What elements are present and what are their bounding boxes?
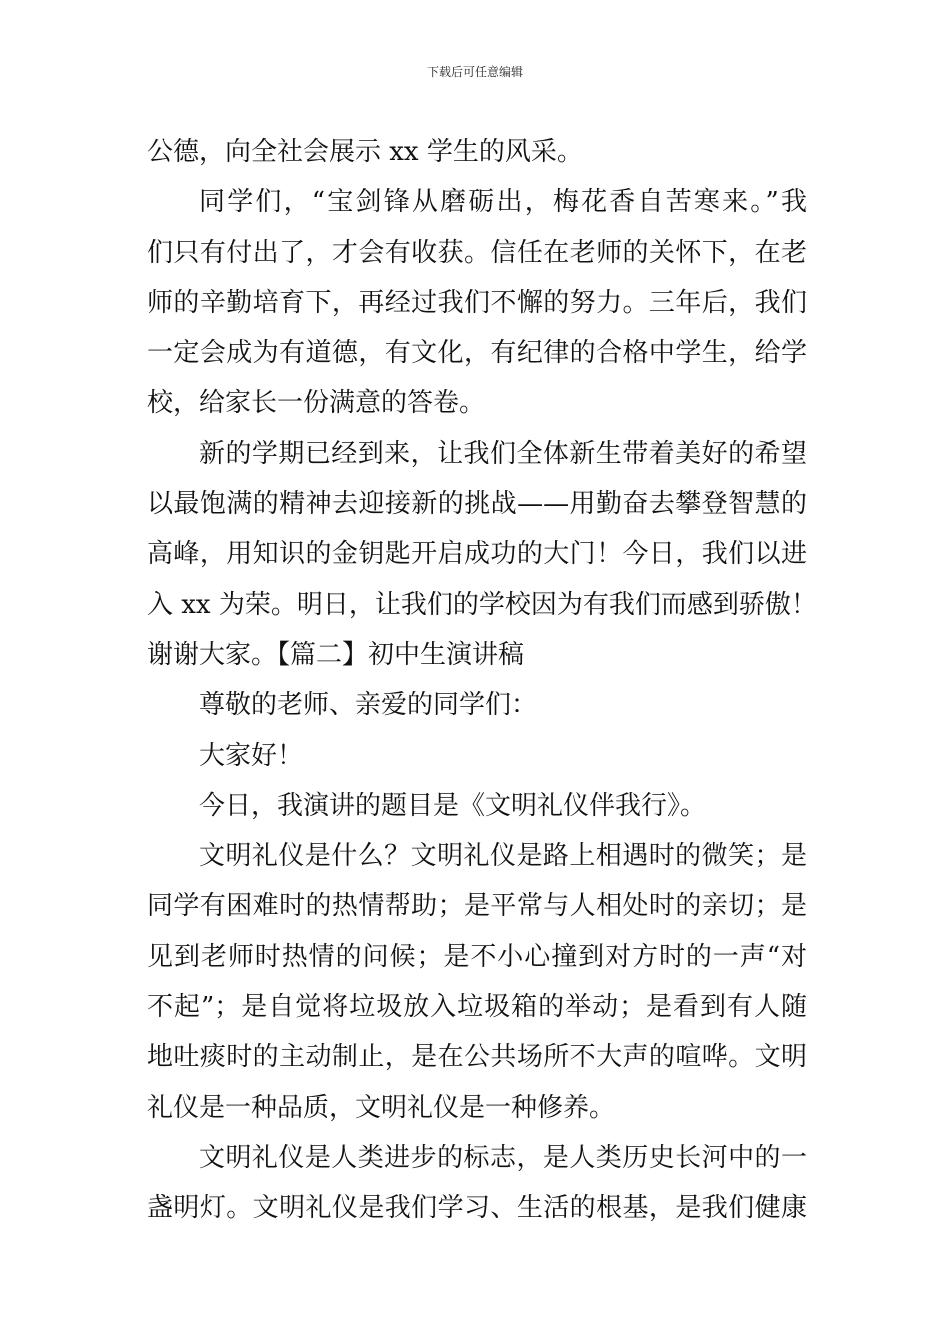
text-line: 见到老师时热情的问候；是不小心撞到对方时的一声“对 bbox=[147, 941, 807, 972]
text-line: 文明礼仪是人类进步的标志，是人类历史长河中的一 bbox=[199, 1142, 807, 1173]
text-line: 以最饱满的精神去迎接新的挑战——用勤奋去攀登智慧的 bbox=[147, 489, 807, 520]
text-line: 师的辛勤培育下，再经过我们不懈的努力。三年后，我们 bbox=[147, 287, 807, 318]
page-header: 下载后可任意编辑 bbox=[426, 65, 523, 79]
text-line: 新的学期已经到来，让我们全体新生带着美好的希望 bbox=[199, 438, 807, 469]
text-line: 尊敬的老师、亲爱的同学们： bbox=[199, 690, 538, 721]
text-line: 不起”；是自觉将垃圾放入垃圾箱的举动；是看到有人随 bbox=[147, 992, 807, 1023]
text-line: 同学们，“宝剑锋从磨砺出，梅花香自苦寒来。”我 bbox=[199, 187, 807, 218]
text-line: 今日，我演讲的题目是《文明礼仪伴我行》。 bbox=[199, 790, 707, 821]
text-line: 大家好！ bbox=[199, 740, 304, 771]
text-line: 高峰，用知识的金钥匙开启成功的大门！今日，我们以进 bbox=[147, 539, 807, 570]
text-line: 一定会成为有道德，有文化，有纪律的合格中学生，给学 bbox=[147, 338, 807, 369]
text-line: 礼仪是一种品质，文明礼仪是一种修养。 bbox=[147, 1092, 616, 1123]
text-line: 们只有付出了，才会有收获。信任在老师的关怀下，在老 bbox=[147, 237, 807, 268]
text-line: 谢谢大家。【篇二】初中生演讲稿 bbox=[147, 639, 525, 670]
text-line: 校，给家长一份满意的答卷。 bbox=[147, 388, 486, 419]
text-line: 盏明灯。文明礼仪是我们学习、生活的根基，是我们健康 bbox=[147, 1193, 807, 1224]
text-line: 同学有困难时的热情帮助；是平常与人相处时的亲切；是 bbox=[147, 891, 807, 922]
text-line: 公德，向全社会展示 xx 学生的风采。 bbox=[147, 137, 583, 167]
text-line: 入 xx 为荣。明日，让我们的学校因为有我们而感到骄傲！ bbox=[147, 589, 817, 620]
text-line: 文明礼仪是什么？文明礼仪是路上相遇时的微笑；是 bbox=[199, 841, 807, 872]
text-line: 地吐痰时的主动制止，是在公共场所不大声的喧哗。文明 bbox=[147, 1042, 807, 1073]
speech-body-text bbox=[147, 127, 817, 1234]
